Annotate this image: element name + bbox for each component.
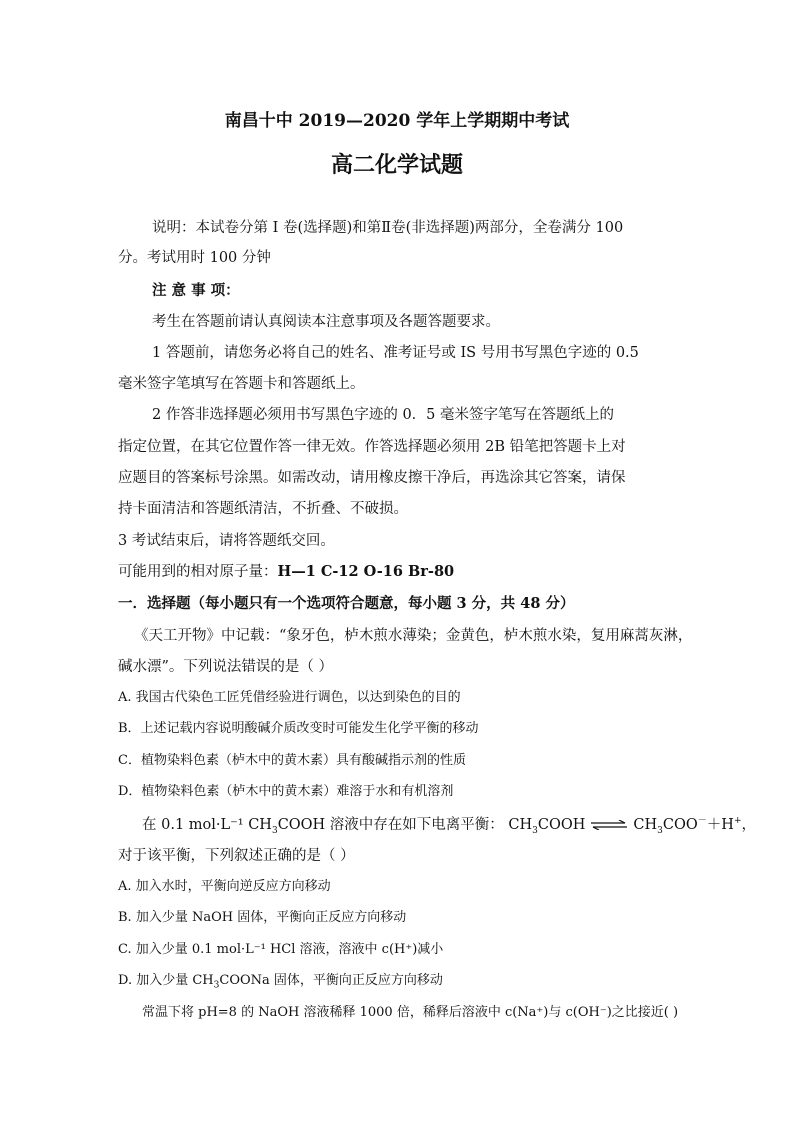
atomic-label: 可能用到的相对原子量： (118, 564, 278, 580)
notes-heading: 注 意 事 项： (152, 282, 240, 299)
note-0: 考生在答题前请认真阅读本注意事项及各题答题要求。 (152, 314, 500, 330)
q2-stem-a: 在 0.1 mol·L⁻¹ $CH_3COOH$ 溶液中存在如下电离平衡： $CH_3COOH$ $CH_3COO^-+H^+$， (142, 816, 756, 836)
q1-option-d: D．植物染料色素（栌木中的黄木素）难溶于水和有机溶剂 (118, 784, 454, 799)
intro-line-1: 说明：本试卷分第 I 卷(选择题)和第Ⅱ卷(非选择题)两部分，全卷满分 100 (152, 220, 624, 236)
note-2-line-d: 持卡面清洁和答题纸清洁，不折叠、不破损。 (118, 501, 408, 517)
note-2-line-a: 2 作答非选择题必须用书写黑色字迹的 0．5 毫米签字笔写在答题纸上的 (152, 407, 615, 423)
q2-stem-b: 对于该平衡，下列叙述正确的是（ ） (118, 848, 355, 864)
q3-stem: 常温下将 pH=8 的 NaOH 溶液稀释 1000 倍，稀释后溶液中 c(Na⁺)与 c(OH⁻)之比接近( ) (142, 1005, 679, 1020)
section-1-heading: 一．选择题（每小题只有一个选项符合题意，每小题 3 分，共 48 分） (118, 595, 575, 612)
note-2-line-b: 指定位置，在其它位置作答一律无效。作答选择题必须用 2B 铅笔把答题卡上对 (118, 439, 626, 455)
q1-option-b: B．上述记载内容说明酸碱介质改变时可能发生化学平衡的移动 (118, 721, 479, 736)
paper-subtitle: 高二化学试题 (330, 152, 463, 178)
q1-option-a: A. 我国古代染色工匠凭借经验进行调色，以达到染色的目的 (118, 690, 461, 705)
q2-option-d: D. 加入少量 $CH_3COONa$ 固体，平衡向正反应方向移动 (118, 973, 443, 991)
q2-option-c: C. 加入少量 0.1 mol·L⁻¹ HCl 溶液，溶液中 c(H⁺)减小 (118, 942, 444, 957)
q1-stem-b: 碱水漂”。下列说法错误的是（ ） (118, 659, 334, 675)
note-3: 3 考试结束后，请将答题纸交回。 (118, 533, 335, 549)
intro-line-2: 分。考试用时 100 分钟 (118, 250, 271, 266)
atomic-values: H—1 C-12 O-16 Br-80 (277, 563, 455, 580)
note-2-line-c: 应题目的答案标号涂黑。如需改动，请用橡皮擦干净后，再选涂其它答案，请保 (118, 470, 626, 486)
q1-option-c: C．植物染料色素（栌木中的黄木素）具有酸碱指示剂的性质 (118, 753, 466, 768)
note-1-line-a: 1 答题前，请您务必将自己的姓名、准考证号或 IS 号用书写黑色字迹的 0.5 (152, 345, 639, 361)
exam-title: 南昌十中 2019—2020 学年上学期期中考试 (224, 111, 570, 131)
q2-option-b: B. 加入少量 NaOH 固体，平衡向正反应方向移动 (118, 910, 407, 925)
q1-stem-a: 《天工开物》中记载：“象牙色，栌木煎水薄染；金黄色，栌木煎水染，复用麻蒿灰淋， (134, 628, 693, 644)
note-1-line-b: 毫米签字笔填写在答题卡和答题纸上。 (118, 376, 365, 392)
equilibrium-arrow-icon (591, 820, 627, 830)
q2-option-a: A. 加入水时，平衡向逆反应方向移动 (118, 879, 331, 894)
atomic-masses (118, 562, 454, 582)
